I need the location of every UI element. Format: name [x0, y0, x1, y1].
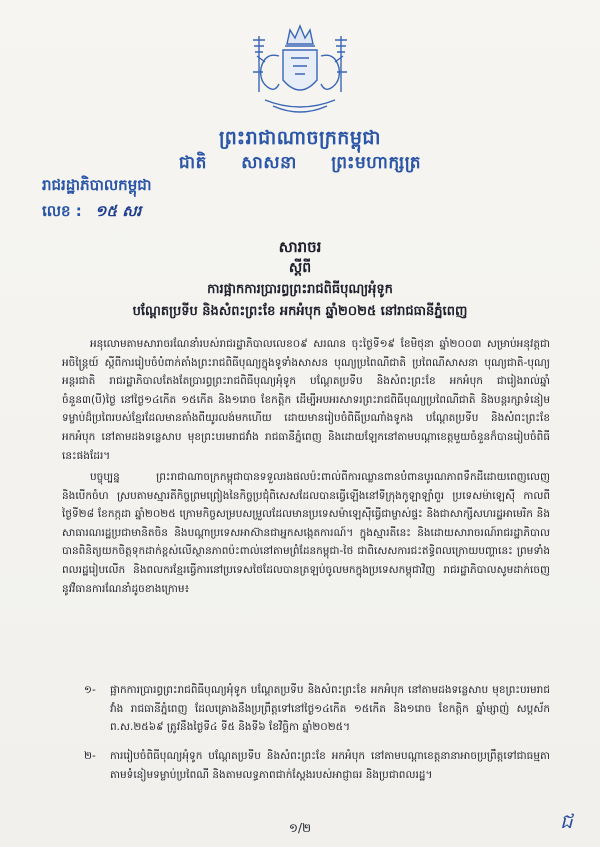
royal-arms-emblem-icon — [245, 22, 355, 122]
subject-line-1: ការផ្អាកការប្រារព្ធព្រះរាជពិធីបុណ្យអុំទូក — [207, 282, 393, 297]
motto-king: ព្រះមហាក្សត្រ — [331, 153, 422, 173]
list-item — [84, 681, 550, 737]
reference-number — [42, 202, 141, 224]
document-subject — [80, 279, 520, 323]
list-item-text: ការរៀបចំពិធីបុណ្យអុំទូក បណ្តែតប្រទីប និងសំពះព្រះខែ អកអំបុក នៅតាមបណ្តាខេត្តនានាអាចប្រព្រឹត្តទៅជាធម្មតាតាមទំនៀមទម្លាប់ប្រពៃណី និងតាមលទ្ធភាពជាក់ស្តែងរបស់អាជ្ញាធរ និងប្រជាពលរដ្ឋ។ — [110, 750, 550, 781]
body-paragraph-2: បច្ចុប្បន្ន ព្រះរាជាណាចក្រកម្ពុជាបានទទួលរងផលប៉ះពាល់ពីការឈ្លានពានបំពានបូរណភាពទឹកដីដោយពេញលេញ និងបើកចំហ ស្របតាមស្មារតីកិច្ចព្រមព្រៀងនៃកិច្ចប្រជុំពិសេសដែលបានធ្វើឡើងនៅទីក្រុងកូឡាឡាំពួរ ប្រទេសម៉ាឡេស៊ី កាលពីថ្ងៃទី២៨ ខែកក្កដា ឆ្នាំ២០២៥ ក្រោមកិច្ចសម្របសម្រួលដែលមានប្រទេសម៉ាឡេស៊ីធ្វើជាម្ចាស់ផ្ទះ និងជាសាក្សីសហរដ្ឋអាមេរិក និងសាធារណរដ្ឋប្រជាមានិតចិន និងបណ្តាប្រទេសអាស៊ានជាអ្នកសង្កេតការណ៍។ ក្នុងស្មារតីនេះ និងដោយសារាចរណ៍រាជរដ្ឋាភិបាលបានពិនិត្យយកចិត្តទុកដាក់ខ្ពស់លើស្ថានភាពប៉ះពាល់នៅតាមព្រំដែនកម្ពុជា-ថៃ ជាពិសេសការជះឥទ្ធិពលក្រោយបញ្ហានេះ ព្រមទាំងពលរដ្ឋរៀបលើក និងពលករខ្មែរធ្វើការនៅប្រទេសថៃដែលបានត្រឡប់ចូលមកក្នុងប្រទេសកម្ពុជាវិញ រាជរដ្ឋាភិបាលសូមដាក់ចេញនូវវិធានការណែនាំដូចខាងក្រោម៖ — [62, 471, 550, 595]
list-item — [84, 747, 550, 784]
document-type: សារាចរ — [278, 238, 322, 256]
list-item-number: ២- — [84, 750, 96, 762]
kingdom-title: ព្រះរាជាណាចក្រកម្ពុជា — [219, 127, 381, 149]
body-paragraph-1: អនុលោមតាមសារាចរណែនាំរបស់រាជរដ្ឋាភិបាលលេខ០៩ សរណន ចុះថ្ងៃទី១៩ ខែមិថុនា ឆ្នាំ២០០៣ សម្រាប់អនុវត្តជាអចិន្ត្រៃយ៍ ស្តីពីការរៀបចំបំពាក់តាំងព្រះរាជពិធីបុណ្យក្នុងទូទាំងសាសន បុណ្យប្រពៃណីជាតិ ប្រពៃណីសាសនា បុណ្យជាតិ-បុណ្យអន្តរជាតិ រាជរដ្ឋាភិបាលតែងតែប្រារព្ធព្រះរាជពិធីបុណ្យអុំទូក បណ្តែតប្រទីប និងសំពះព្រះខែ អកអំបុក ជារៀងរាល់ឆ្នាំ ចំនួន៣(បី)ថ្ងៃ នៅថ្ងៃ១៤កើត ១៥កើត និង១រោច ខែកត្តិក ដើម្បីអបអរសាទរព្រះរាជពិធីបុណ្យប្រពៃណីជាតិ និងបន្តរក្សាទំនៀមទម្លាប់ដ៏ប្រពៃរបស់ខ្មែរដែលមានតាំងពីយូរលង់មកហើយ ដោយមានរៀបចំពិធីប្រណាំងទូកង បណ្តែតប្រទីប និងសំពះព្រះខែ អកអំបុក នៅតាមដងទន្លេសាប មុខព្រះបរមរាជវាំង រាជធានីភ្នំពេញ និងដោយឡែកនៅតាមបណ្តាខេត្តមួយចំនួនក៏បានរៀបចំពិធីនេះផងដែរ។ — [62, 338, 550, 462]
issuing-government: រាជរដ្ឋាភិបាលកម្ពុជា — [42, 176, 152, 194]
reference-number-value: ១៥ សរ — [95, 202, 142, 220]
handwritten-initial: ជ — [560, 809, 573, 833]
subject-line-2: បណ្តែតប្រទីប និងសំពះព្រះខែ អកអំបុក ឆ្នាំ២០២៥ នៅរាជធានីភ្នំពេញ — [132, 304, 468, 319]
list-item-text: ផ្អាកការប្រារព្ធព្រះរាជពិធីបុណ្យអុំទូក បណ្តែតប្រទីប និងសំពះព្រះខែ អកអំបុក នៅតាមដងទន្លេសាប មុខព្រះបរមរាជវាំង រាជធានីភ្នំពេញ ដែលគ្រោងនឹងប្រព្រឹត្តទៅនៅថ្ងៃ១៤កើត ១៥កើត និង១រោច ខែកត្តិក ឆ្នាំម្សាញ់ សប្តស័ក ព.ស.២៥៦៩ ត្រូវនឹងថ្ងៃទី៤ ទី៥ និងទី៦ ខែវិច្ឆិកា ឆ្នាំ២០២៥។ — [110, 684, 550, 734]
motto-nation: ជាតិ — [178, 153, 207, 173]
national-motto — [0, 152, 600, 177]
reference-number-label: លេខ : — [42, 202, 82, 220]
list-item-number: ១- — [84, 684, 96, 696]
motto-religion: សាសនា — [241, 153, 297, 173]
page-number: ១/២ — [288, 821, 312, 835]
document-about: ស្តីពី — [288, 260, 312, 276]
